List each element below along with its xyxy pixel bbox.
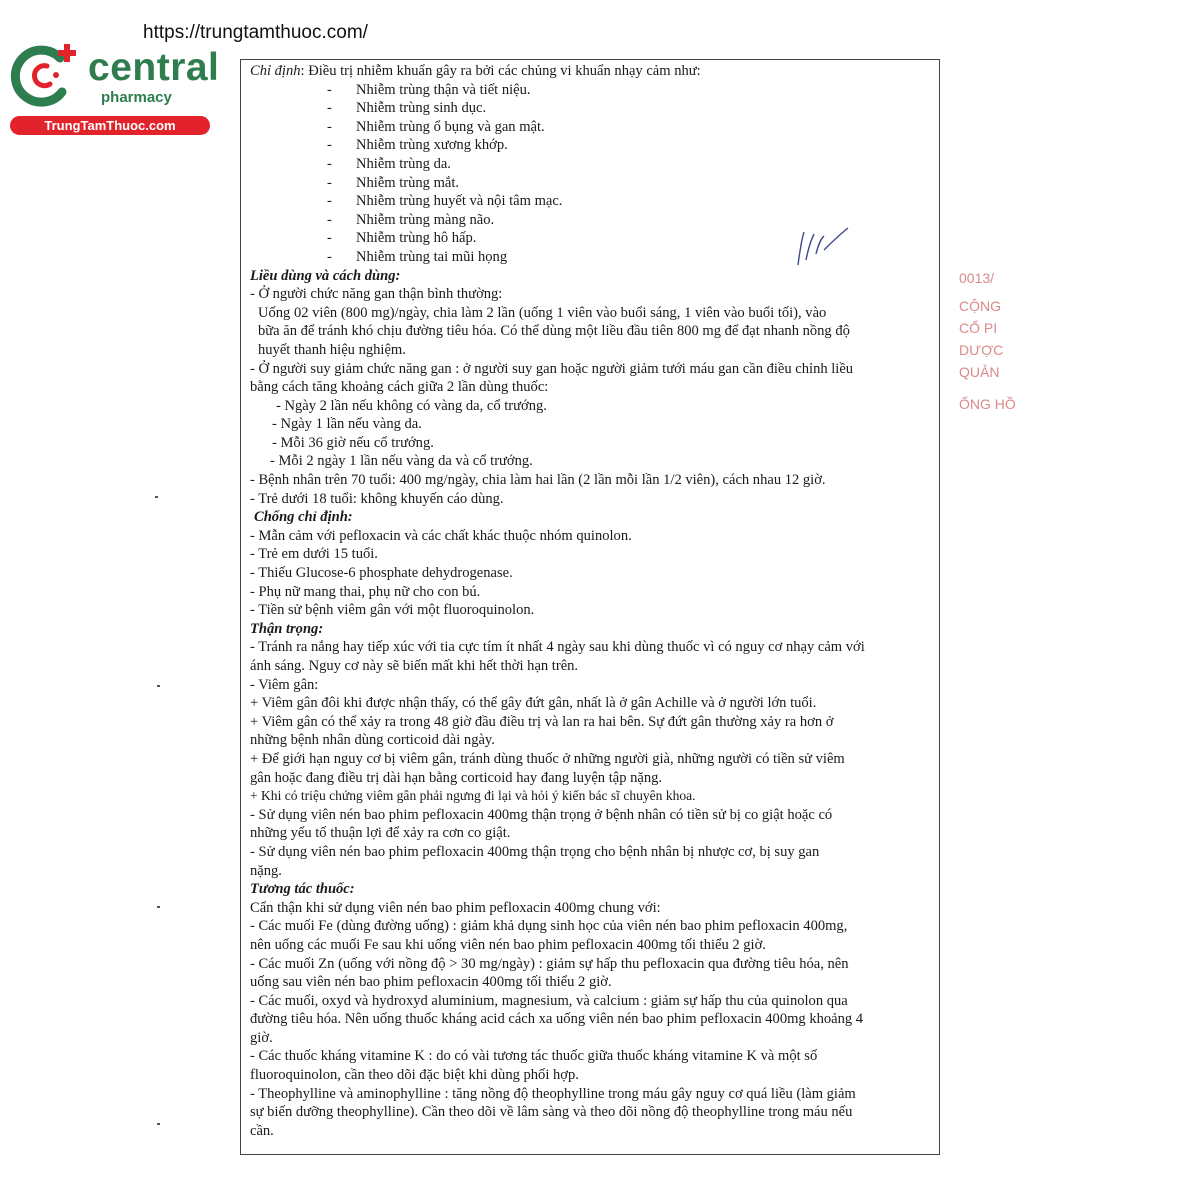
text-line: nên uống các muối Fe sau khi uống viên nén bao phim pefloxacin 400mg tối thiểu 2 giờ. bbox=[250, 936, 766, 953]
list-item: - Nhiễm trùng huyết và nội tâm mạc. bbox=[327, 193, 563, 210]
indication-label: Chỉ định bbox=[250, 63, 301, 79]
text-line: - Theophylline và aminophylline : tăng nồng độ theophylline trong máu gây nguy cơ quá liều (làm giảm bbox=[250, 1085, 856, 1102]
list-item: - Trẻ em dưới 15 tuổi. bbox=[250, 546, 378, 563]
list-item: - Phụ nữ mang thai, phụ nữ cho con bú. bbox=[250, 583, 481, 600]
red-seal-stamp bbox=[955, 262, 1016, 424]
indication-intro: : Điều trị nhiễm khuẩn gây ra bởi các chủng vi khuẩn nhạy cảm như: bbox=[300, 63, 701, 79]
text-line: - Các muối Fe (dùng đường uống) : giảm khả dụng sinh học của viên nén bao phim pefloxacin 400mg, bbox=[250, 918, 848, 935]
text-line: - Viêm gân: bbox=[250, 676, 319, 693]
scan-speck bbox=[155, 496, 158, 498]
text-line: uống sau viên nén bao phim pefloxacin 400mg tối thiểu 2 giờ. bbox=[250, 974, 612, 991]
text-line: - Ở người chức năng gan thận bình thường: bbox=[250, 286, 503, 303]
stamp-line: 0013/ bbox=[959, 270, 995, 286]
list-item: - Ngày 1 lần nếu vàng da. bbox=[272, 416, 422, 433]
text-line: + Viêm gân có thể xảy ra trong 48 giờ đầu điều trị và lan ra hai bên. Sự đứt gân thường xảy ra hơn ở bbox=[250, 713, 834, 730]
list-item: - Nhiễm trùng sinh dục. bbox=[327, 100, 487, 117]
section-heading: Chống chỉ định: bbox=[254, 509, 353, 526]
stamp-line: QUẢN bbox=[959, 364, 1000, 380]
text-line: - Các muối Zn (uống với nồng độ > 30 mg/ngày) : giảm sự hấp thu pefloxacin qua đường tiêu hóa, nên bbox=[250, 955, 849, 972]
section-heading: Thận trọng: bbox=[250, 620, 324, 637]
text-line: cần. bbox=[250, 1122, 274, 1139]
list-item: - Mỗi 36 giờ nếu cổ trướng. bbox=[272, 434, 434, 451]
list-item: - Mẫn cảm với pefloxacin và các chất khác thuộc nhóm quinolon. bbox=[250, 527, 632, 544]
text-line: - Sử dụng viên nén bao phim pefloxacin 400mg thận trọng cho bệnh nhân bị nhược cơ, bị suy gan bbox=[250, 843, 820, 860]
section-heading: Liều dùng và cách dùng: bbox=[250, 267, 401, 284]
text-line: - Bệnh nhân trên 70 tuổi: 400 mg/ngày, chia làm hai lần (2 lần mỗi lần 1/2 viên), cách nhau 12 giờ. bbox=[250, 472, 826, 489]
text-line: bữa ăn để tránh khó chịu đường tiêu hóa. Có thể dùng một liều đầu tiên 800 mg để đạt nhanh nồng độ bbox=[258, 323, 850, 340]
indication-line bbox=[250, 62, 932, 81]
text-line: ánh sáng. Nguy cơ này sẽ biến mất khi hết thời hạn trên. bbox=[250, 658, 579, 674]
pharmacy-cross-logo-icon bbox=[10, 36, 85, 111]
logo-badge: TrungTamThuoc.com bbox=[10, 116, 210, 135]
list-item: - Nhiễm trùng ổ bụng và gan mật. bbox=[327, 118, 545, 135]
scan-speck bbox=[157, 685, 160, 687]
text-line: sự biến dưỡng theophylline). Cần theo dõi về lâm sàng và theo dõi nồng độ theophylline trong máu nếu bbox=[250, 1104, 853, 1121]
text-line: + Viêm gân đôi khi được nhận thấy, có thể gây đứt gân, nhất là ở gân Achille và ở người lớn tuổi. bbox=[250, 695, 817, 712]
text-line: + Để giới hạn nguy cơ bị viêm gân, tránh dùng thuốc ở những người già, những người có tiền sử viêm bbox=[250, 750, 845, 767]
text-line: bằng cách tăng khoảng cách giữa 2 lần dùng thuốc: bbox=[250, 379, 549, 396]
text-line: - Sử dụng viên nén bao phim pefloxacin 400mg thận trọng ở bệnh nhân có tiền sử bị co giật hoặc có bbox=[250, 806, 833, 823]
text-line: nặng. bbox=[250, 862, 282, 879]
text-line: Uống 02 viên (800 mg)/ngày, chia làm 2 lần (uống 1 viên vào buổi sáng, 1 viên vào buổi tối), vào bbox=[258, 304, 827, 321]
list-item: - Nhiễm trùng xương khớp. bbox=[327, 137, 508, 154]
list-item: - Nhiễm trùng thận và tiết niệu. bbox=[327, 81, 531, 98]
section-heading: Tương tác thuốc: bbox=[250, 881, 355, 898]
list-item: - Nhiễm trùng hô hấp. bbox=[327, 230, 477, 247]
list-item: - Nhiễm trùng mắt. bbox=[327, 174, 460, 191]
list-item: - Ngày 2 lần nếu không có vàng da, cổ trướng. bbox=[276, 397, 547, 414]
list-item: - Thiếu Glucose-6 phosphate dehydrogenase. bbox=[250, 565, 513, 582]
scan-speck bbox=[157, 1123, 160, 1125]
text-line: huyết thanh hiệu nghiệm. bbox=[258, 341, 406, 358]
text-line: - Tránh ra nắng hay tiếp xúc với tia cực tím ít nhất 4 ngày sau khi dùng thuốc vì có nguy cơ nhạy cảm với bbox=[250, 639, 865, 656]
list-item: - Nhiễm trùng màng não. bbox=[327, 211, 495, 228]
stamp-line: ỐNG HỒ bbox=[959, 396, 1016, 412]
central-pharmacy-logo[interactable] bbox=[10, 36, 220, 136]
document-body bbox=[250, 62, 932, 1140]
text-line: những yếu tố thuận lợi để xảy ra cơn co giật. bbox=[250, 825, 511, 842]
list-item: - Mỗi 2 ngày 1 lần nếu vàng da và cổ trướng. bbox=[270, 453, 533, 470]
text-line: đường tiêu hóa. Nên uống thuốc kháng acid cách xa uống viên nén bao phim pefloxacin 400mg khoảng 4 bbox=[250, 1011, 864, 1028]
source-url[interactable]: https://trungtamthuoc.com/ bbox=[143, 22, 368, 43]
text-line: - Ở người suy giảm chức năng gan : ở người suy gan hoặc người giảm tưới máu gan cần điều chỉnh liều bbox=[250, 360, 854, 377]
text-line: fluoroquinolon, cần theo dõi đặc biệt khi dùng phối hợp. bbox=[250, 1067, 579, 1084]
text-line: - Các thuốc kháng vitamine K : do có vài tương tác thuốc giữa thuốc kháng vitamine K và một số bbox=[250, 1048, 818, 1065]
logo-brand: central bbox=[88, 46, 220, 89]
stamp-line: DƯỢC bbox=[959, 342, 1004, 358]
list-item: - Tiền sử bệnh viêm gân với một fluoroquinolon. bbox=[250, 602, 535, 619]
text-line: giờ. bbox=[250, 1029, 273, 1046]
stamp-line: CỔ PI bbox=[959, 320, 998, 336]
text-line: + Khi có triệu chứng viêm gân phải ngưng đi lại và hỏi ý kiến bác sĩ chuyên khoa. bbox=[250, 788, 696, 804]
text-line: - Các muối, oxyd và hydroxyd aluminium, magnesium, và calcium : giảm sự hấp thu của quinolon qua bbox=[250, 992, 848, 1009]
list-item: - Nhiễm trùng tai mũi họng bbox=[327, 248, 508, 265]
text-line: gân hoặc đang điều trị dài hạn bằng corticoid hay đang luyện tập nặng. bbox=[250, 769, 663, 786]
scan-speck bbox=[157, 906, 160, 908]
text-line: những bệnh nhân dùng corticoid dài ngày. bbox=[250, 732, 495, 749]
text-line: Cẩn thận khi sử dụng viên nén bao phim pefloxacin 400mg chung với: bbox=[250, 899, 661, 916]
text-line: - Trẻ dưới 18 tuổi: không khuyến cáo dùng. bbox=[250, 490, 504, 507]
logo-sub: pharmacy bbox=[101, 89, 172, 106]
stamp-line: CỘNG bbox=[959, 298, 1001, 314]
list-item: - Nhiễm trùng da. bbox=[327, 155, 451, 172]
